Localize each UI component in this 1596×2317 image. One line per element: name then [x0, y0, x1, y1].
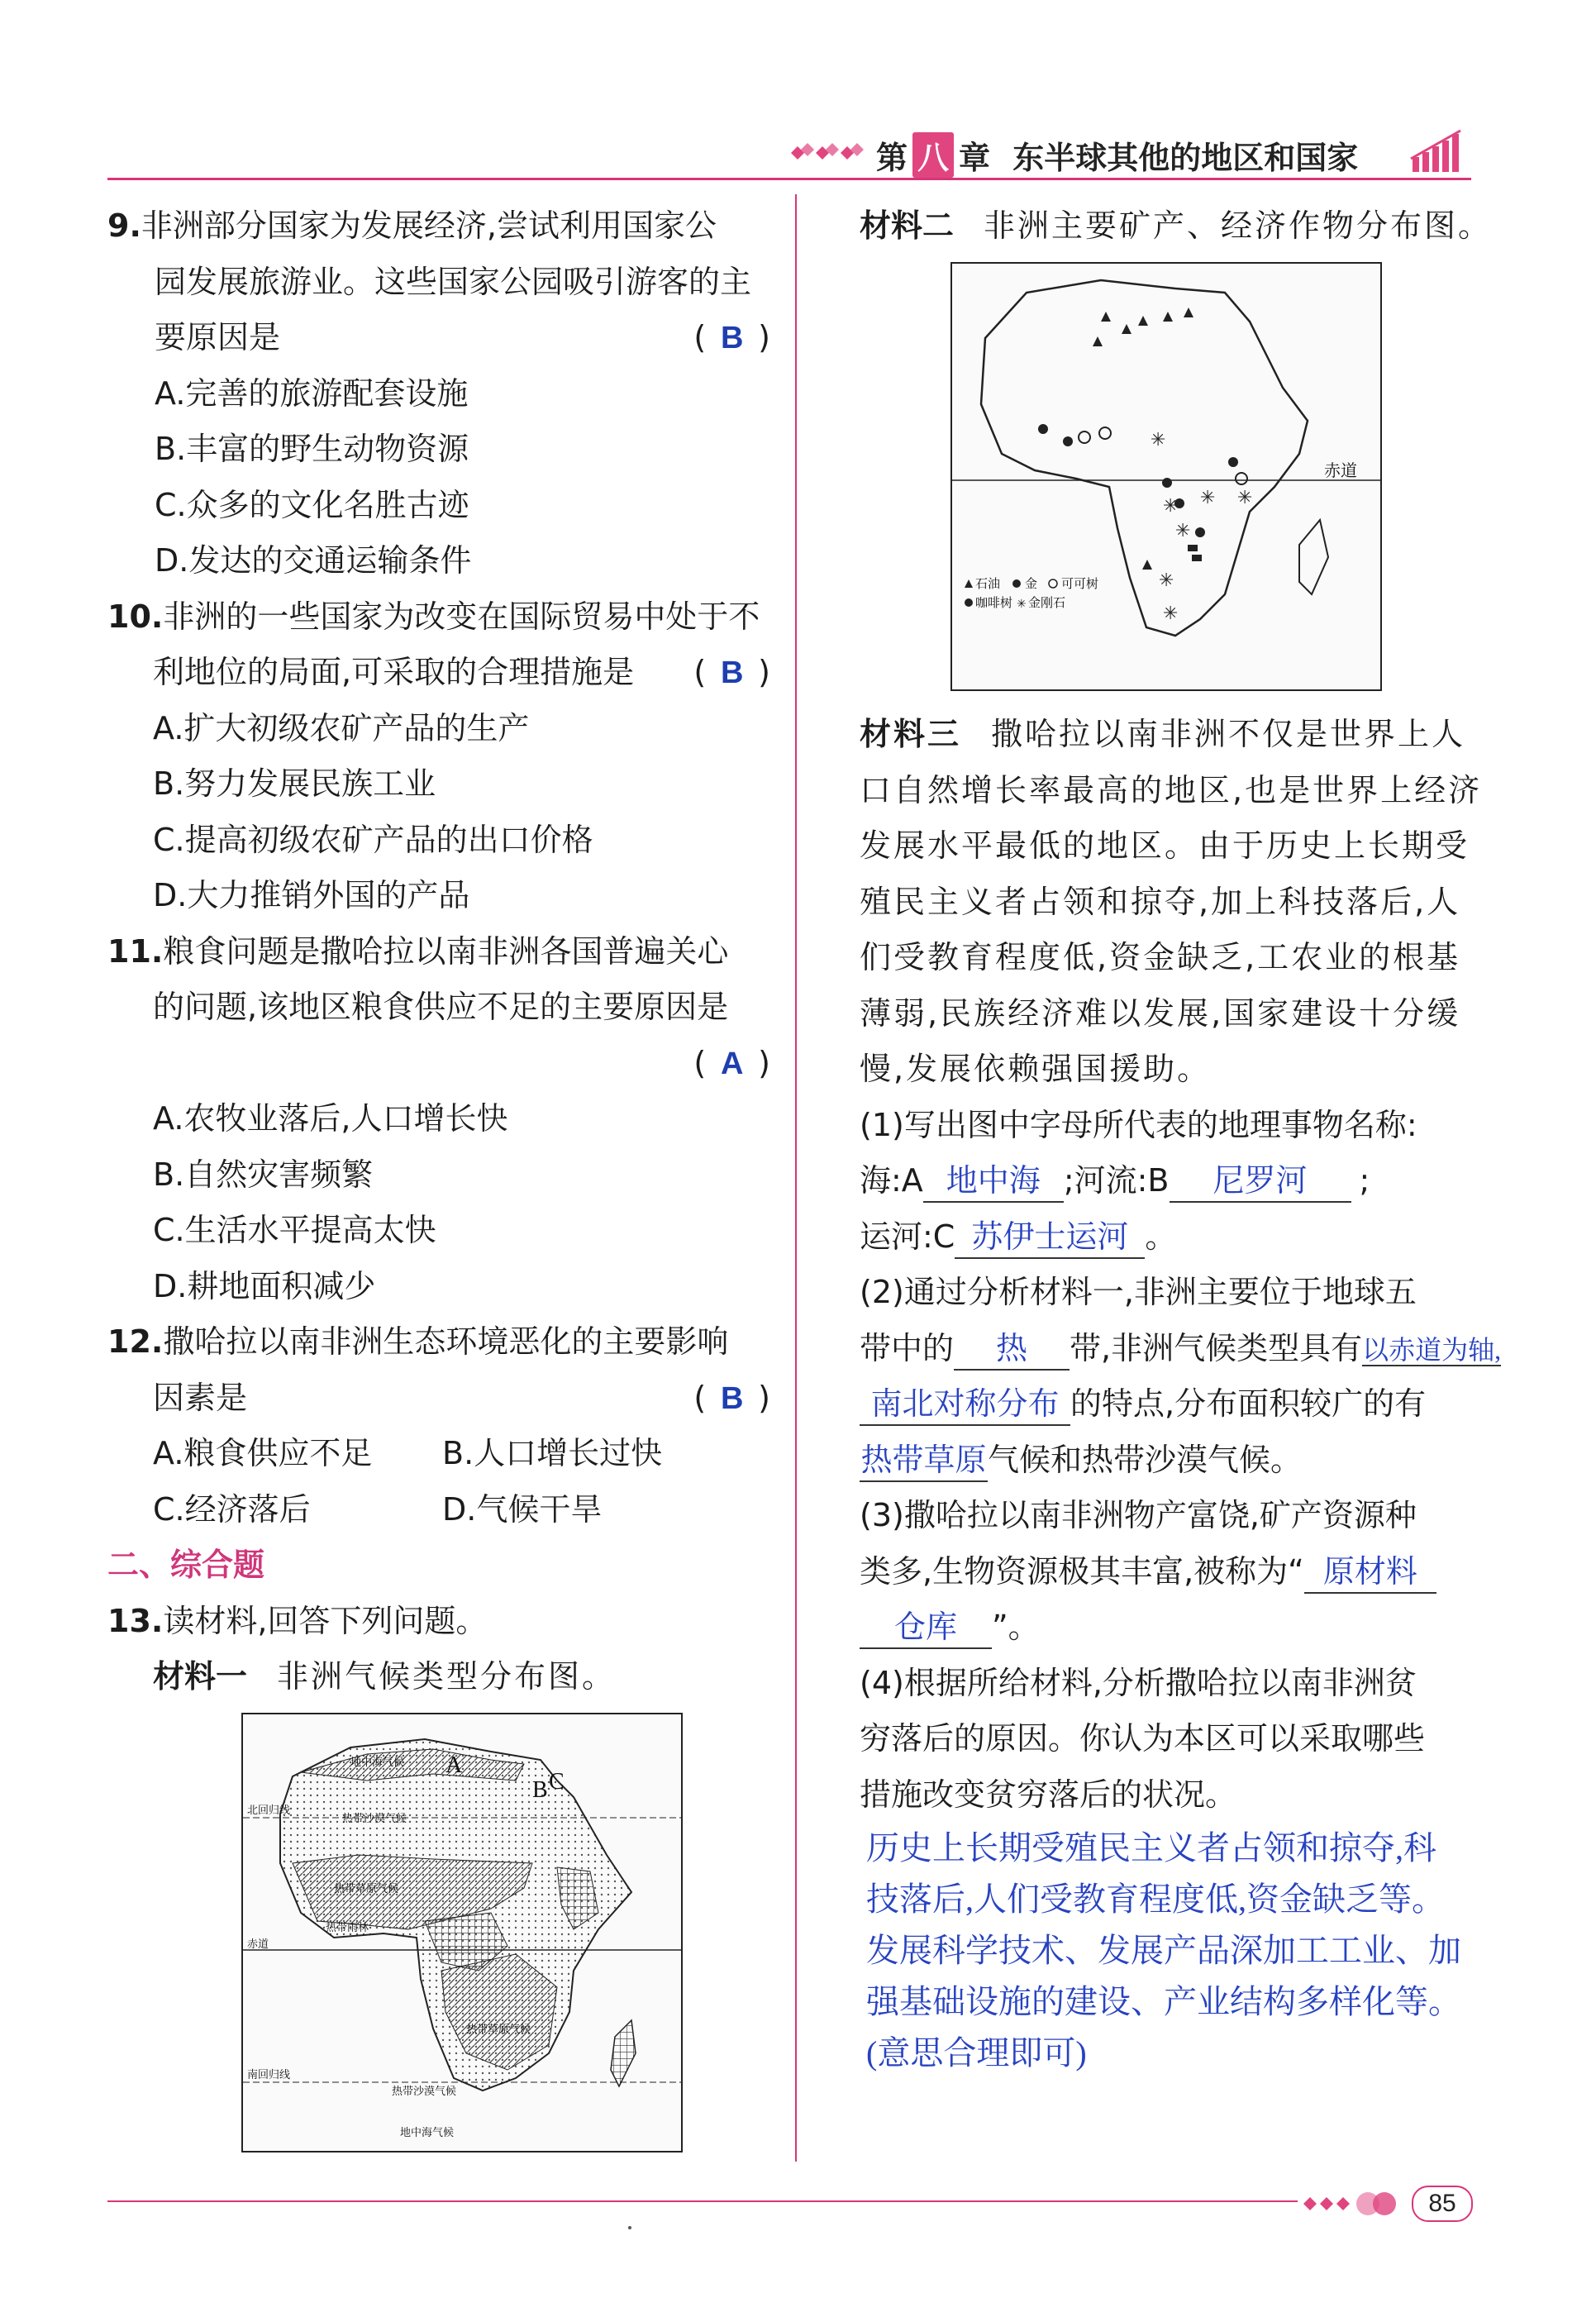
sub-question-2-line3: [860, 1376, 1488, 1433]
page-number: 85: [1412, 2186, 1473, 2222]
answer-bracket: ( B ): [693, 310, 777, 367]
climate-map: [241, 1713, 683, 2153]
material-3-text: 薄弱,民族经济难以发展,国家建设十分缓: [860, 994, 1461, 1032]
equator-label: 赤道: [247, 1938, 269, 1951]
feature-answer-b: 南北对称分布: [860, 1385, 1070, 1426]
minerals-map: [950, 262, 1382, 691]
material-3-text: 殖民主义者占领和掠夺,加上科技落后,人: [860, 883, 1461, 920]
option: C.生活水平提高太快: [153, 1212, 436, 1248]
canal-label: 运河:C: [860, 1218, 955, 1255]
store-answer-b: 仓库: [860, 1608, 992, 1649]
tropic-north-label: 北回归线: [247, 1804, 291, 1817]
sub-question-2-line2: [860, 1321, 1502, 1377]
sub-question-4: 穷落后的原因。你认为本区可以采取哪些: [860, 1720, 1426, 1757]
question-10: [107, 589, 777, 924]
sub-question-3-line3: [860, 1599, 1488, 1656]
question-text: 非洲部分国家为发展经济,尝试利用国家公: [141, 207, 717, 244]
material-3-text: 发展水平最低的地区。由于历史上长期受: [860, 827, 1470, 864]
answer-letter: B: [720, 656, 750, 690]
question-text: 要原因是: [155, 319, 281, 355]
option: B.丰富的野生动物资源: [155, 431, 469, 467]
text: 的特点,分布面积较广的有: [1070, 1385, 1427, 1422]
desert-south-label: 热带沙漠气候: [392, 2086, 457, 2098]
resource-symbols: [1038, 308, 1238, 570]
question-number: 11.: [107, 932, 164, 970]
option: D.耕地面积减少: [153, 1267, 376, 1304]
sub-question-4: (4)根据所给材料,分析撒哈拉以南非洲贫: [860, 1664, 1417, 1701]
sub-question-2-line4: [860, 1433, 1488, 1489]
option: C.提高初级农矿产品的出口价格: [153, 821, 593, 858]
sub-question-1-canal: [860, 1209, 1488, 1266]
chapter-title: [876, 132, 1358, 178]
tropic-south-label: 南回归线: [247, 2069, 291, 2081]
answer-bracket: ( A ): [693, 1036, 777, 1093]
answer-line: (意思合理即可): [866, 2034, 1087, 2071]
sub-question-3-line2: [860, 1544, 1488, 1600]
question-number: 9.: [107, 207, 141, 244]
madagascar: [1299, 520, 1328, 594]
right-column: [860, 198, 1493, 255]
label-b: B: [532, 1777, 548, 1803]
material-3-text: 慢,发展依赖强国援助。: [860, 1051, 1212, 1087]
material-1-text: 非洲气候类型分布图。: [277, 1658, 617, 1695]
question-number: 12.: [107, 1323, 164, 1360]
question-number: 10.: [107, 598, 164, 635]
section-title: 二、综合题: [107, 1547, 265, 1583]
question-text: 园发展旅游业。这些国家公园吸引游客的主: [155, 263, 752, 300]
option: B.人口增长过快: [442, 1435, 663, 1471]
chapter-number: 八: [912, 132, 954, 178]
desert-north-label: 热带沙漠气候: [342, 1813, 407, 1825]
chapter-prefix: 第: [876, 140, 908, 176]
option: B.自然灾害频繁: [153, 1156, 374, 1193]
answer-letter: B: [720, 1380, 750, 1416]
material-3-label: 材料三: [860, 716, 962, 752]
scan-dot: [628, 2226, 631, 2229]
option: A.粮食供应不足: [153, 1435, 373, 1471]
option: D.发达的交通运输条件: [155, 542, 472, 579]
svg-text:✳: ✳: [1163, 496, 1179, 517]
legend-gold: 金: [1025, 576, 1038, 591]
answer-line: 发展科学技术、发展产品深加工工业、加: [866, 1932, 1461, 1969]
material-3-text: 们受教育程度低,资金缺乏,工农业的根基: [860, 939, 1461, 975]
sea-answer: 地中海: [923, 1161, 1064, 1203]
option: A.完善的旅游配套设施: [155, 374, 469, 412]
chapter-name: 东半球其他的地区和国家: [1012, 140, 1359, 176]
answer-line: 历史上长期受殖民主义者占领和掠夺,科: [866, 1829, 1436, 1866]
savanna-north-label: 热带草原气候: [334, 1883, 399, 1895]
svg-text:✳: ✳: [1017, 598, 1027, 611]
label-a: A: [445, 1752, 463, 1778]
question-9: [107, 198, 777, 589]
svg-text:✳: ✳: [1151, 430, 1166, 451]
option: B.努力发展民族工业: [153, 765, 436, 802]
river-label: ;河流:B: [1063, 1162, 1170, 1199]
option: A.扩大初级农矿产品的生产: [153, 709, 530, 746]
canal-answer: 苏伊士运河: [955, 1218, 1145, 1259]
legend-oil: 石油: [975, 576, 1001, 591]
text: 带中的: [860, 1329, 955, 1366]
med-north-label: 地中海气候: [350, 1757, 405, 1769]
sub-question-4-answer: [860, 1823, 1488, 2079]
answer-letter: B: [720, 321, 750, 355]
minerals-map-svg: [952, 264, 1380, 689]
climate-map-svg: [243, 1714, 681, 2151]
footer-diamonds-icon: [1302, 2189, 1409, 2219]
sub-question-4: 措施改变贫穷落后的状况。: [860, 1776, 1237, 1813]
material-1-label: 材料一: [153, 1658, 248, 1695]
text: ”。: [992, 1609, 1040, 1645]
text: 气候和热带沙漠气候。: [988, 1441, 1303, 1478]
option: C.经济落后: [153, 1490, 311, 1528]
right-column-lower: [860, 707, 1502, 2079]
material-2-label: 材料二: [860, 207, 955, 244]
legend-diamond: 金刚石: [1028, 595, 1066, 610]
answer-line: 技落后,人们受教育程度低,资金缺乏等。: [866, 1881, 1445, 1918]
med-south-label: 地中海气候: [400, 2127, 455, 2139]
sub-question-2: (2)通过分析材料一,非洲主要位于地球五: [860, 1274, 1417, 1310]
material-3-text: 撒哈拉以南非洲不仅是世界上人: [991, 716, 1466, 752]
header-diamonds-icon: [789, 136, 868, 169]
option: D.气候干旱: [442, 1490, 603, 1528]
question-text: 非洲的一些国家为改变在国际贸易中处于不: [163, 598, 760, 635]
map-legend: [965, 576, 1098, 611]
climate-answer: 热带草原: [860, 1441, 988, 1482]
semicolon: ;: [1359, 1162, 1370, 1199]
material-3-text: 口自然增长率最高的地区,也是世界上经济: [860, 771, 1483, 808]
answer-line: 强基础设施的建设、产业结构多样化等。: [866, 1983, 1461, 2020]
legend-coffee: 咖啡树: [975, 595, 1013, 610]
svg-text:✳: ✳: [1163, 603, 1179, 624]
material-2-text: 非洲主要矿产、经济作物分布图。: [984, 207, 1493, 244]
feature-answer-a: 以赤道为轴,: [1362, 1334, 1502, 1365]
svg-text:✳: ✳: [1159, 570, 1174, 591]
question-text: 因素是: [153, 1379, 248, 1416]
question-text: 粮食问题是撒哈拉以南非洲各国普遍关心: [163, 932, 729, 970]
sea-label: 海:A: [860, 1162, 923, 1199]
sub-question-1: (1)写出图中字母所代表的地理事物名称:: [860, 1106, 1417, 1143]
question-12: [107, 1314, 777, 1538]
question-number: 13.: [107, 1602, 164, 1639]
header-rule: [107, 178, 1471, 180]
option: C.众多的文化名胜古迹: [155, 486, 469, 523]
answer-bracket: ( B ): [693, 645, 777, 702]
chapter-suffix: 章: [959, 140, 991, 176]
answer-letter: A: [720, 1046, 750, 1081]
text: 带,非洲气候类型具有: [1070, 1329, 1363, 1366]
option: D.大力推销外国的产品: [153, 877, 470, 913]
svg-text:✳: ✳: [1237, 488, 1253, 508]
svg-text:✳: ✳: [1175, 521, 1191, 541]
savanna-south-label: 热带草原气候: [466, 2024, 531, 2036]
question-text: 撒哈拉以南非洲生态环境恶化的主要影响: [163, 1323, 729, 1360]
diamond-symbols: [1151, 430, 1252, 624]
legend-cocoa: 可可树: [1061, 576, 1099, 591]
equator-label: 赤道: [1324, 460, 1357, 480]
madagascar: [611, 2020, 636, 2086]
option: A.农牧业落后,人口增长快: [153, 1100, 508, 1137]
sub-question-3: (3)撒哈拉以南非洲物产富饶,矿产资源种: [860, 1497, 1417, 1533]
signal-bars-icon: [1409, 126, 1471, 175]
question-text: 的问题,该地区粮食供应不足的主要原因是: [153, 989, 729, 1025]
answer-bracket: ( B ): [693, 1371, 777, 1428]
question-text: 读材料,回答下列问题。: [163, 1602, 488, 1639]
footer-rule: [107, 2200, 1298, 2202]
river-answer: 尼罗河: [1170, 1161, 1351, 1203]
rainforest-label: 热带雨林: [326, 1922, 369, 1934]
column-divider: [795, 194, 797, 2162]
svg-text:✳: ✳: [1200, 488, 1216, 508]
store-answer-a: 原材料: [1304, 1552, 1436, 1594]
period: 。: [1145, 1218, 1177, 1255]
question-11: [107, 924, 777, 1315]
question-text: 利地位的局面,可采取的合理措施是: [153, 654, 635, 690]
belt-answer: 热: [954, 1329, 1070, 1371]
sub-question-1-answers: [860, 1153, 1488, 1209]
text: 类多,生物资源极其丰富,被称为“: [860, 1552, 1304, 1590]
left-column: [107, 198, 777, 1705]
label-c: C: [549, 1769, 565, 1795]
